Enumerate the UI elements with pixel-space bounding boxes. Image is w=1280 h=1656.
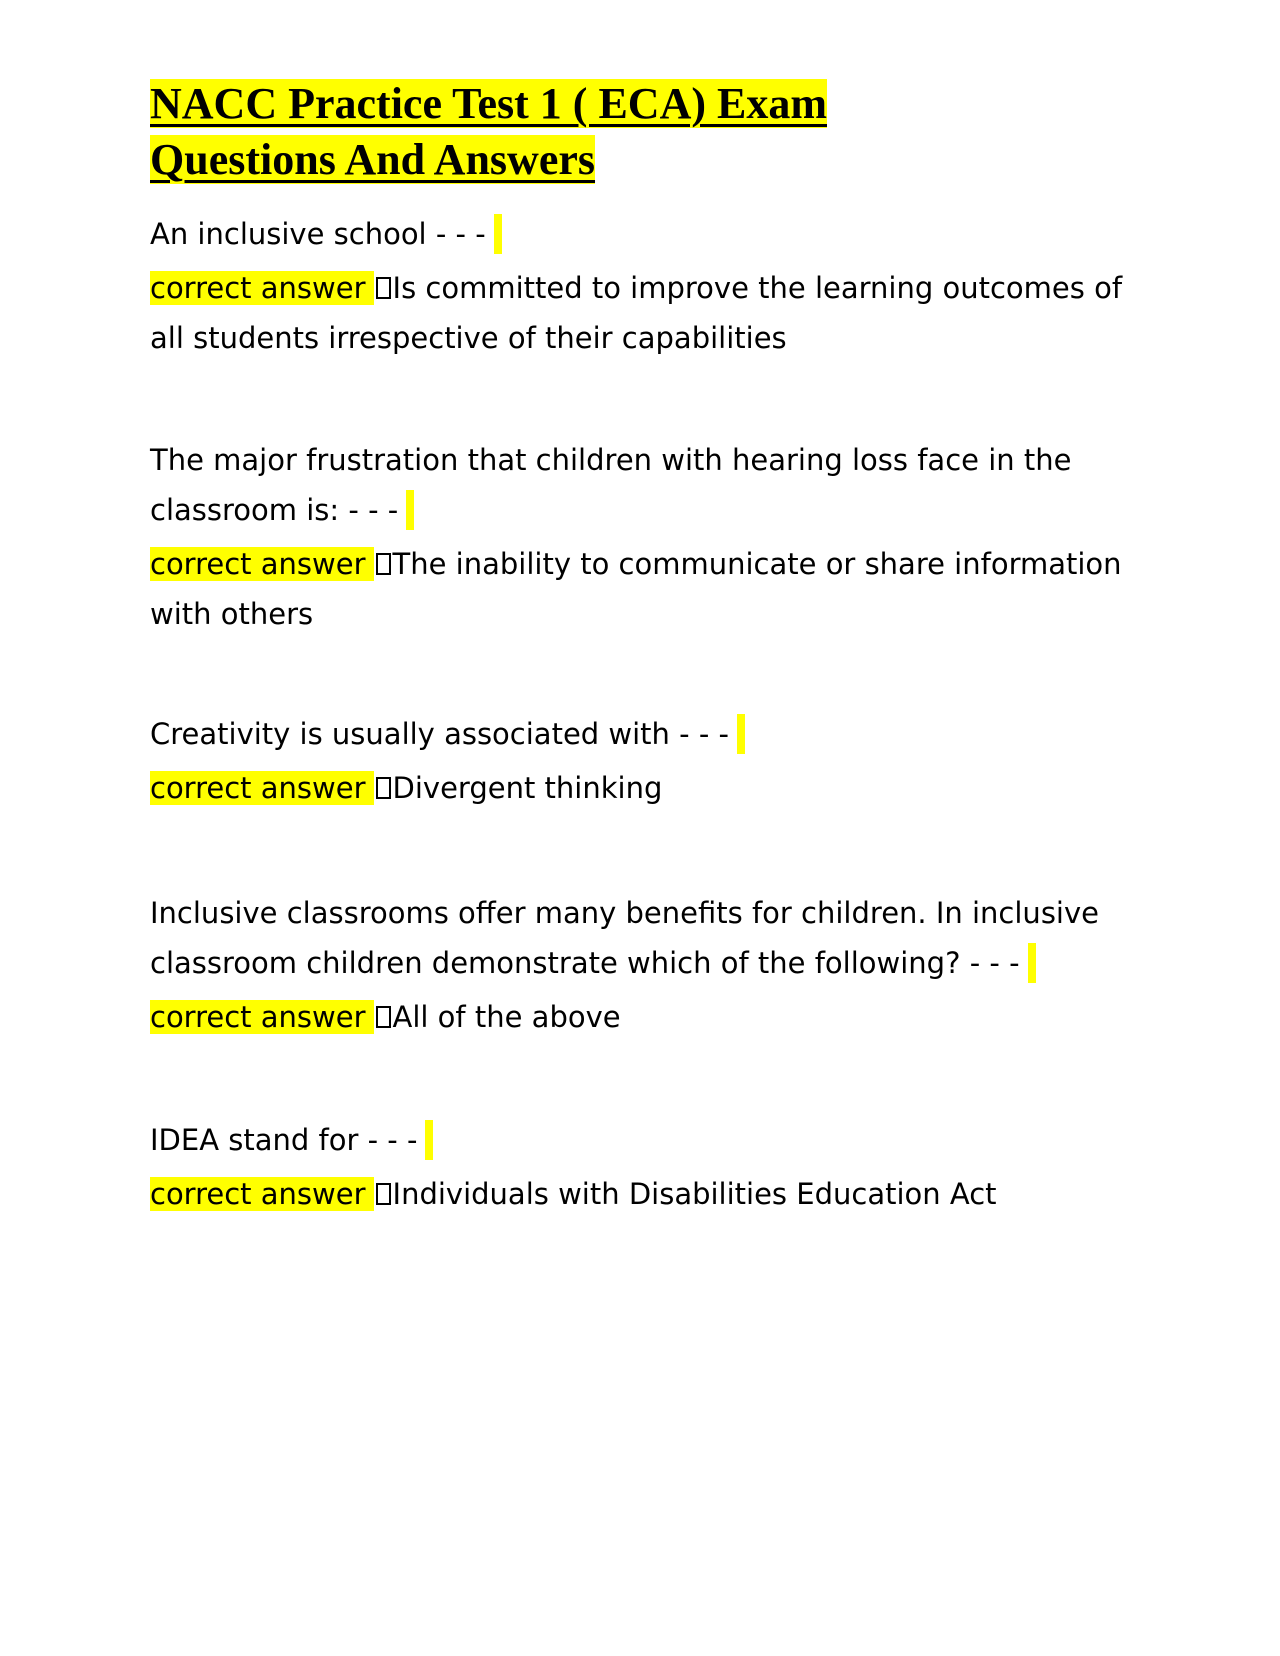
qa-item-5 xyxy=(150,1115,997,1219)
question-line: Creativity is usually associated with - - - xyxy=(150,709,745,759)
answer-line: correct answer Is committed to improve the learning outcomes of xyxy=(150,271,1123,305)
document-content xyxy=(150,76,1140,1211)
missing-glyph-icon xyxy=(376,1006,391,1028)
answer-label: correct answer xyxy=(150,271,374,305)
qa-item-4 xyxy=(150,888,1099,1042)
missing-glyph-icon xyxy=(376,553,391,575)
answer-label: correct answer xyxy=(150,771,374,805)
highlight-marker xyxy=(737,714,745,754)
question-line: The major frustration that children with hearing loss face in the xyxy=(150,443,1072,477)
answer-line: correct answer The inability to communicate or share information xyxy=(150,547,1122,581)
answer-line: correct answer All of the above xyxy=(150,1000,621,1034)
missing-glyph-icon xyxy=(376,277,391,299)
highlight-marker xyxy=(494,214,502,254)
qa-item-2 xyxy=(150,435,1122,639)
question-line: classroom children demonstrate which of the following? - - - xyxy=(150,938,1099,988)
question-line: classroom is: - - - xyxy=(150,485,1122,535)
question-line: IDEA stand for - - - xyxy=(150,1115,997,1165)
missing-glyph-icon xyxy=(376,1183,391,1205)
answer-line: with others xyxy=(150,597,314,631)
question-line: An inclusive school - - - xyxy=(150,209,1122,259)
answer-label: correct answer xyxy=(150,547,374,581)
qa-item-1 xyxy=(150,209,1122,363)
answer-line: all students irrespective of their capabilities xyxy=(150,321,787,355)
document-title-line-1: NACC Practice Test 1 ( ECA) Exam xyxy=(150,79,827,128)
answer-label: correct answer xyxy=(150,1177,374,1211)
highlight-marker xyxy=(425,1120,433,1160)
question-line: Inclusive classrooms offer many benefits for children. In inclusive xyxy=(150,896,1099,930)
qa-item-3 xyxy=(150,709,745,813)
highlight-marker xyxy=(406,490,414,530)
highlight-marker xyxy=(1028,943,1036,983)
answer-line: correct answer Divergent thinking xyxy=(150,771,663,805)
answer-label: correct answer xyxy=(150,1000,374,1034)
document-title-line-2: Questions And Answers xyxy=(150,135,596,184)
missing-glyph-icon xyxy=(376,777,391,799)
answer-line: correct answer Individuals with Disabilities Education Act xyxy=(150,1177,997,1211)
